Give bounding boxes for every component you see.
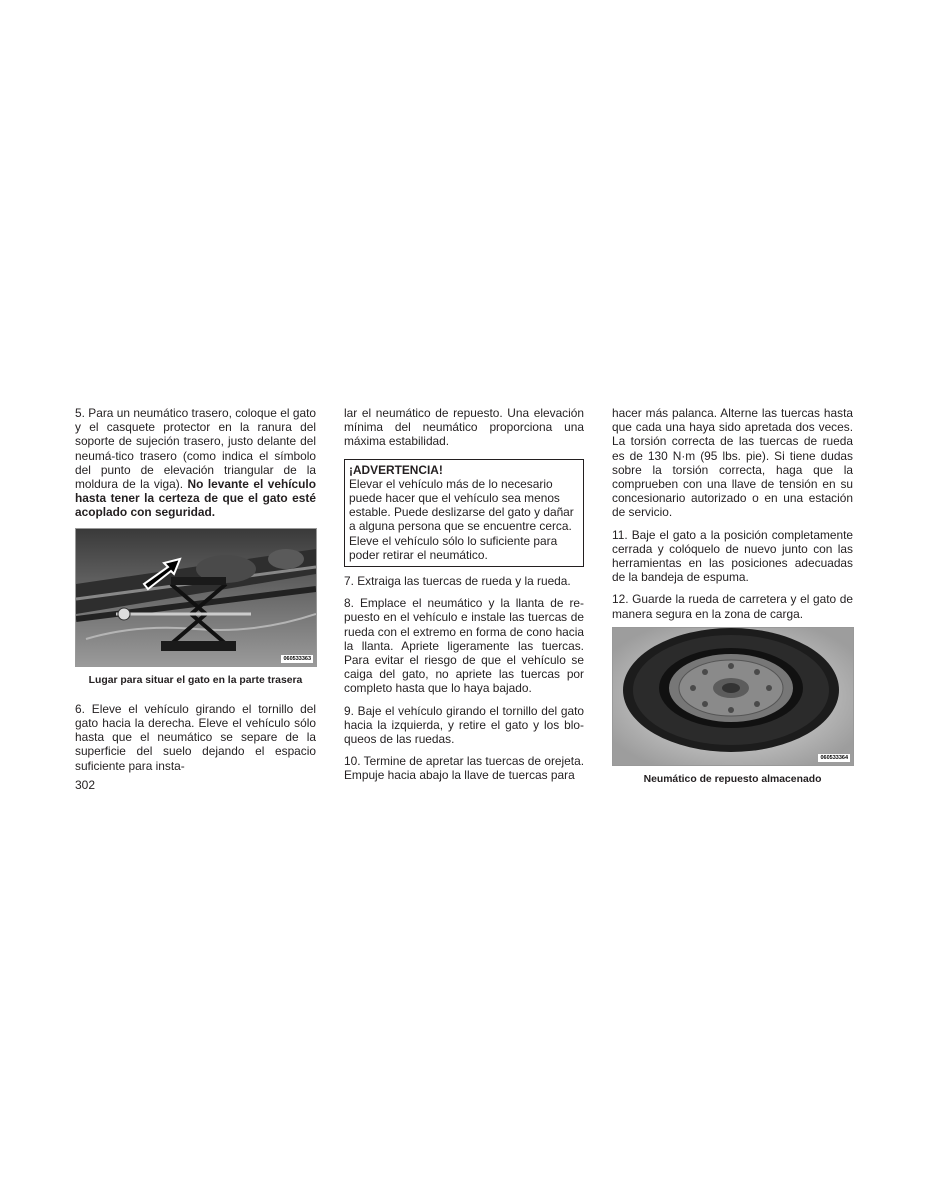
step-9: 9. Baje el vehículo girando el tornillo del gato hacia la izquierda, y retire el gato y los blo-queos de las ruedas. (344, 703, 584, 747)
step-10: 10. Termine de apretar las tuercas de orejeta. Empuje hacia abajo la llave de tuercas para (344, 754, 584, 783)
step-5: 5. Para un neumático trasero, coloque el gato y el casquete protector en la ranura del soporte de sujeción trasero, justo delante del neumá-tico trasero (como indica el símbolo del punto de elevación triangular de la moldura de la viga). No levante el vehículo hasta tener la certeza de que el gato esté acoplado con seguridad. (75, 406, 316, 520)
step-6: 6. Eleve el vehículo girando el tornillo del gato hacia la derecha. Eleve el vehículo sólo hasta que el neumático se separe de la superficie del suelo dejando el espacio suficiente para insta- (75, 701, 316, 773)
step-12: 12. Guarde la rueda de carretera y el gato de manera segura en la zona de carga. (612, 592, 853, 621)
figure-spare-tire (612, 627, 854, 766)
page-number: 302 (75, 778, 96, 792)
step-8: 8. Emplace el neumático y la llanta de re-puesto en el vehículo e instale las tuercas de rueda con el extremo en forma de cono hacia la llanta. Apriete ligeramente las tuercas. Para evitar el riesgo de que el vehículo se caiga del gato, no apriete las tuercas por completo hasta que lo haya bajado. (344, 596, 584, 696)
step-7: 7. Extraiga las tuercas de rueda y la rueda. (344, 574, 571, 589)
column-2 (344, 406, 584, 783)
figure-code: 060533363 (283, 655, 311, 662)
figure-code: 060533364 (820, 754, 848, 761)
step-6-continued: lar el neumático de repuesto. Una elevación mínima del neumático proporciona una máxima estabilidad. (344, 406, 584, 449)
figure-caption: Neumático de repuesto almacenado (643, 773, 822, 785)
warning-body: Elevar el vehículo más de lo necesario puede hacer que el vehículo sea menos estable. Puede deslizarse del gato y dañar a alguna persona que se encuentre cerca. Eleve el vehículo sólo lo suficiente para poder retirar el neumático. (349, 476, 574, 562)
spare-tire-illustration (613, 628, 853, 765)
figure-jack-location (75, 528, 317, 667)
warning-title: ¡ADVERTENCIA! (349, 462, 443, 477)
column-1 (75, 406, 316, 773)
column-3 (612, 406, 853, 801)
jack-location-illustration (76, 529, 316, 666)
step-11: 11. Baje el gato a la posición completamente cerrada y colóquelo de nuevo junto con las herramientas en las posiciones adecuadas de la bandeja de espuma. (612, 527, 853, 585)
warning-box (344, 459, 584, 567)
figure-caption: Lugar para situar el gato en la parte trasera (88, 674, 303, 686)
step-10-continued: hacer más palanca. Alterne las tuercas hasta que cada una haya sido apretada dos veces. La torsión correcta de las tuercas de rueda es de 130 N·m (95 lbs. pie). Si tiene dudas sobre la torsión correcta, haga que la comprueben con una llave de tensión en su concesionario autorizado o en una estación de servicio. (612, 406, 853, 520)
step-5-warning-bold: No levante el vehículo hasta tener la certeza de que el gato esté acoplado con seguridad. (75, 477, 316, 520)
